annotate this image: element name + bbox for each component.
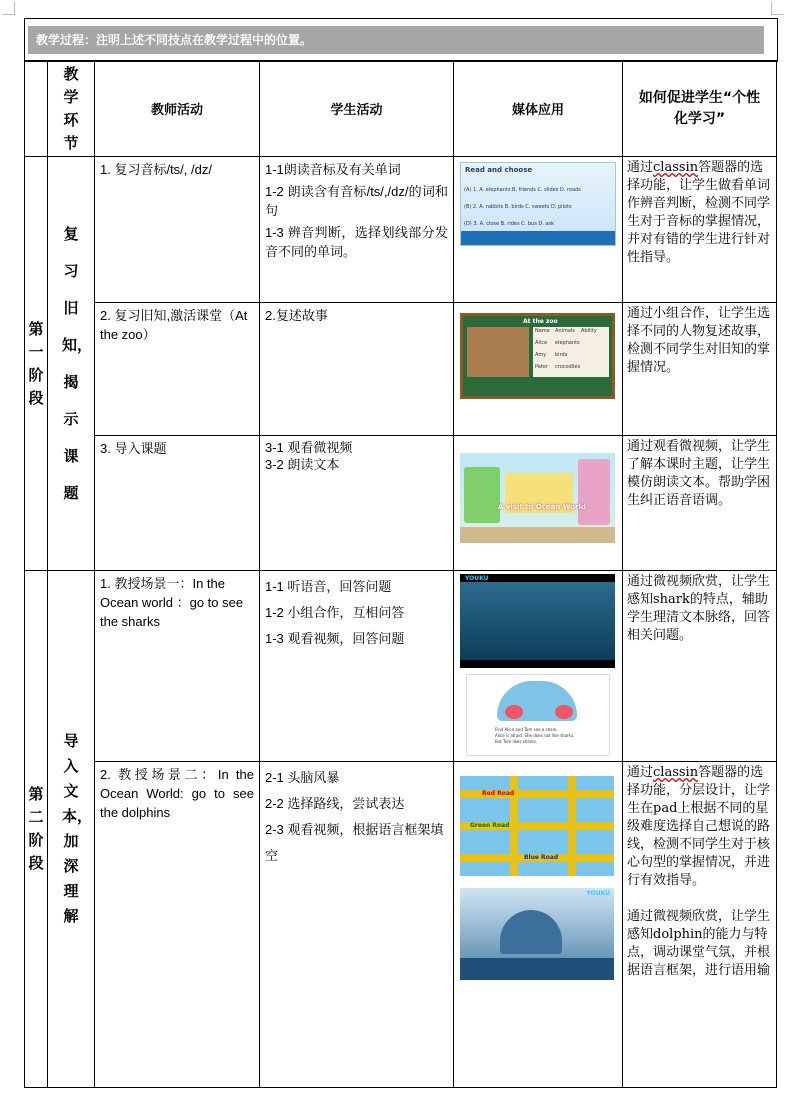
teacher-activity: 2. 复习旧知,激活课堂（At the zoo） [100,308,248,342]
student-activity-item: 1-2 小组合作，互相问答 [265,605,405,620]
student-activity-cell [260,436,454,571]
table-row [25,571,777,762]
stage-1-label: 第一阶段 [28,319,44,407]
personalize-notes-cell: 通过观看微视频，让学生了解本课时主题，让学生模仿朗读文本。帮助学困生纠正语音语调。 [623,436,777,571]
table-row [25,436,777,571]
student-activity-item: 1-3 辨音判断，选择划线部分发音不同的单词。 [265,225,448,259]
student-activity-cell [260,303,454,436]
header-stage-link: 教学环节 [48,61,95,157]
banner-fill [624,26,764,54]
student-activity-item: 1-3 观看视频，回答问题 [265,631,405,646]
read-and-choose-image: Read and choose (A) 1. A. elephants B. friends C. slides D. roads (B) 2. A. rabbits B. birds C. sweets D. pilots (D) 3. A. close B. rides C. bus D. ask [460,162,616,246]
student-activity-cell [260,571,454,762]
stage-2-label: 第二阶段 [28,785,44,872]
header-personalize: 如何促进学生“个性化学习” [623,61,777,157]
student-activity-item: 2-2 选择路线，尝试表达 [265,796,405,811]
teacher-activity-cell [95,303,260,436]
ocean-world-map-image: Red Road Green Road Blue Road [460,776,614,876]
dolphin-show-image: YOUKU [460,888,614,980]
teacher-activity: 1. 复习音标/ts/, /dz/ [100,162,212,177]
shark-video-image: YOUKU [460,574,615,668]
stage-2-step-cell [48,571,95,1088]
lesson-process-table [24,60,777,1088]
ocean-world-title-image: A visit to Ocean World [460,453,615,543]
header-media: 媒体应用 [454,61,623,157]
personalize-notes-cell: 通过小组合作，让学生选择不同的人物复述故事，检测不同学生对旧知的掌握情况。 [623,303,777,436]
section-banner: 教学过程：注明上述不同技点在教学过程中的位置。 [28,26,624,54]
student-activity-item: 1-1朗读音标及有关单词 [265,162,401,177]
table-row [25,303,777,436]
page-corner-mark [2,2,15,15]
teacher-activity: 2. 教授场景二：In the Ocean World: go to see the dolphins [100,767,254,820]
media-cell [454,436,623,571]
header-blank [25,61,48,157]
personalize-notes-cell: 通过微视频欣赏，让学生感知shark的特点，辅助学生理清文本脉络，回答相关问题。 [623,571,777,762]
at-the-zoo-image: At the zoo Name Animals Ability Alice elephants Amy birds Peter crocodiles [460,313,615,399]
student-activity-item: 3-2 朗读文本 [265,457,340,472]
student-activity-item: 3-1 观看微视频 [265,440,353,455]
classin-term: classin [653,160,699,175]
stage-1-step-cell [48,157,95,571]
student-activity-item: 1-2 朗读含有音标/ts/,/dz/的词和句 [265,184,448,218]
stage-2-label-cell [25,571,48,1088]
teacher-activity-cell [95,157,260,303]
media-cell [454,762,623,1088]
page-corner-mark [771,2,784,15]
media-cell [454,571,623,762]
teacher-activity: 3. 导入课题 [100,441,167,456]
stage-1-label-cell [25,157,48,571]
table-row [25,157,777,303]
teacher-activity-cell [95,571,260,762]
student-activity-item: 2-1 头脑风暴 [265,770,340,785]
header-student: 学生活动 [260,61,454,157]
teacher-activity: 1. 教授场景一：In the Ocean world ：go to see the sharks [100,576,244,629]
personalize-notes-cell: 通过classin答题器的选择功能，分层设计，让学生在pad上根据不同的星级难度选择自己想说的路线，检测不同学生对于核心句型的掌握情况，并进行有效指导。 通过微视频欣赏，让学生感知dolphin的能力与特点，调动课堂气氛，并根据语言框架，进行语用输 [623,762,777,1088]
media-cell [454,157,623,303]
personalize-notes-cell: 通过classin答题器的选择功能，让学生做看单词作辨音判断，检测不同学生对于音标的掌握情况，并对有错的学生进行针对性指导。 [623,157,777,303]
student-activity-cell [260,762,454,1088]
teacher-activity-cell [95,436,260,571]
student-activity-cell [260,157,454,303]
student-activity-item: 1-1 听语音，回答问题 [265,579,392,594]
stage-1-step: 复习旧知，揭示课题 [62,224,93,502]
header-teacher: 教师活动 [95,61,260,157]
teacher-activity-cell [95,762,260,1088]
table-row [25,762,777,1088]
student-activity-item: 2-3 观看视频，根据语言框架填空 [265,822,444,863]
classin-term: classin [653,765,699,780]
student-activity-item: 2.复述故事 [265,308,328,323]
table-header-row [25,61,777,157]
shark-story-image: Find Alice and Tom see a shark. Alice is afraid. She does not like sharks. But Tom likes sharks. [466,674,610,756]
stage-2-step: 导入文本，加深理解 [62,732,93,925]
media-cell [454,303,623,436]
